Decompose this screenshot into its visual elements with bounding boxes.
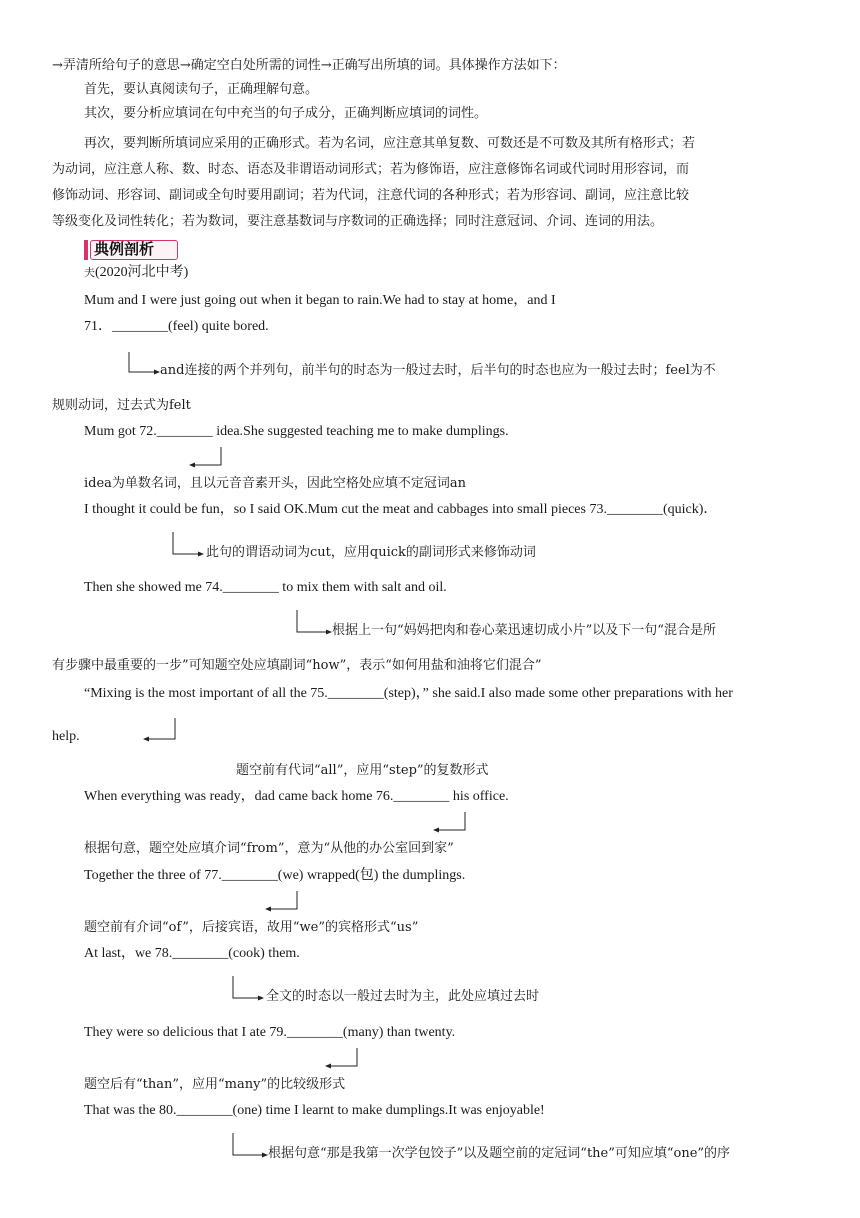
intro-third-1: 再次，要判断所填词应采用的正确形式。若为名词，应注意其单复数、可数还是不可数及其所有格形式；若 xyxy=(84,136,696,151)
arrow-74 xyxy=(294,608,334,638)
intro-second: 其次，要分析应填词在句中充当的句子成分，正确判断应填词的词性。 xyxy=(84,106,488,121)
intro-first: 首先，要认真阅读句子，正确理解句意。 xyxy=(84,82,319,97)
blank-77: Together the three of 77.________(we) wrapped(包) the dumplings. xyxy=(84,868,466,883)
blank-80: That was the 80.________(one) time I learnt to make dumplings.It was enjoyable! xyxy=(84,1103,545,1118)
intro-third-3: 修饰动词、形容词、副词或全句时要用副词；若为代词，注意代词的各种形式；若为形容词、副词，应注意比较 xyxy=(52,188,690,203)
note-72: idea为单数名词，且以元音音素开头，因此空格处应填不定冠词an xyxy=(84,476,467,491)
note-79: 题空后有“than”，应用“many”的比较级形式 xyxy=(84,1077,346,1092)
blank-78: At last，we 78.________(cook) them. xyxy=(84,946,300,961)
arrow-78 xyxy=(230,974,266,1004)
note-76: 根据句意，题空处应填介词“from”，意为“从他的办公室回到家” xyxy=(84,841,454,856)
blank-76: When everything was ready，dad came back home 76.________ his office. xyxy=(84,789,509,804)
blank-73: I thought it could be fun，so I said OK.Mum cut the meat and cabbages into small pieces 73.________(quick)． xyxy=(84,502,718,517)
section-bar xyxy=(84,240,88,260)
blank-79: They were so delicious that I ate 79.________(many) than twenty. xyxy=(84,1025,456,1040)
note-75: 题空前有代词“all”，应用“step”的复数形式 xyxy=(236,763,489,778)
intro-third-4: 等级变化及词性转化；若为数词，要注意基数词与序数词的正确选择；同时注意冠词、介词、连词的用法。 xyxy=(52,214,664,229)
arrow-73 xyxy=(170,530,206,560)
section-label xyxy=(84,238,178,260)
note-73: 此句的谓语动词为cut，应用quick的副词形式来修饰动词 xyxy=(206,545,536,560)
passage-help: help. xyxy=(52,729,80,744)
intro-steps: →弄清所给句子的意思→确定空白处所需的词性→正确写出所填的词。具体操作方法如下： xyxy=(52,58,566,73)
source-text: (2020河北中考) xyxy=(95,265,189,280)
source-icon: 夫 xyxy=(84,266,95,279)
note-74-line2: 有步骤中最重要的一步”可知题空处应填副词“how”，表示“如何用盐和油将它们混合” xyxy=(52,658,542,673)
note-71-line2: 规则动词，过去式为felt xyxy=(52,398,191,413)
arrow-72 xyxy=(186,445,226,469)
note-77: 题空前有介词“of”，后接宾语，故用“we”的宾格形式“us” xyxy=(84,920,419,935)
source-line xyxy=(84,263,188,283)
blank-74: Then she showed me 74.________ to mix them with salt and oil. xyxy=(84,580,447,595)
blank-75: “Mixing is the most important of all the 75.________(step)，” she said.I also made some other preparations with her xyxy=(84,686,733,701)
arrow-79 xyxy=(322,1046,362,1070)
arrow-76 xyxy=(430,810,470,834)
intro-third-2: 为动词，应注意人称、数、时态、语态及非谓语动词形式；若为修饰语，应注意修饰名词或代词时用形容词，而 xyxy=(52,162,690,177)
note-74-line1: 根据上一句“妈妈把肉和卷心菜迅速切成小片”以及下一句“混合是所 xyxy=(332,623,716,638)
note-71-line1: and连接的两个并列句，前半句的时态为一般过去时，后半句的时态也应为一般过去时；feel为不 xyxy=(160,363,716,378)
note-78: 全文的时态以一般过去时为主，此处应填过去时 xyxy=(266,989,540,1004)
blank-72: Mum got 72.________ idea.She suggested teaching me to make dumplings. xyxy=(84,424,509,439)
section-title: 典例剖析 xyxy=(94,240,155,258)
arrow-80 xyxy=(230,1131,270,1161)
note-80: 根据句意“那是我第一次学包饺子”以及题空前的定冠词“the”可知应填“one”的序 xyxy=(268,1146,731,1161)
arrow-71 xyxy=(126,350,162,376)
arrow-77 xyxy=(262,889,302,913)
passage-sentence: Mum and I were just going out when it began to rain.We had to stay at home，and I xyxy=(84,293,556,308)
blank-71: 71．________(feel) quite bored. xyxy=(84,319,269,334)
arrow-75 xyxy=(140,716,180,744)
